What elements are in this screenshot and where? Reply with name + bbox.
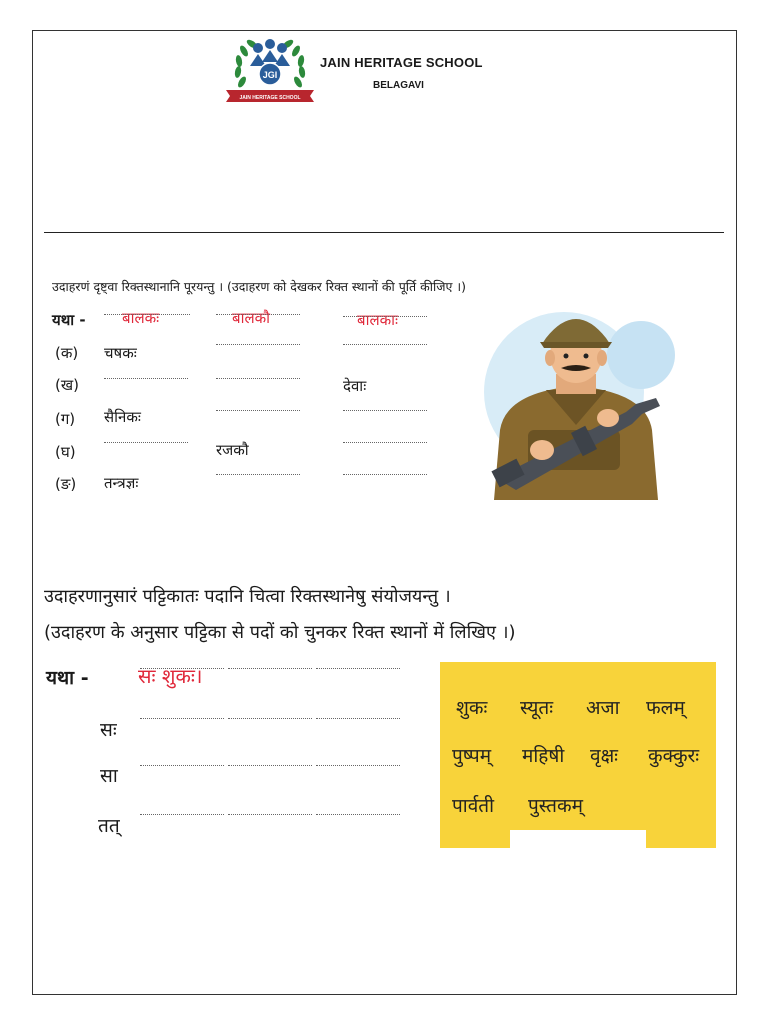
example-dual: बालकौ xyxy=(232,309,271,327)
exercise2-example-label: यथा - xyxy=(46,667,89,689)
row-word-gha: रजकौ xyxy=(216,441,249,459)
word-box-item: कुक्कुरः xyxy=(648,745,700,767)
word-box-item: पार्वती xyxy=(452,795,495,817)
blank-line xyxy=(228,668,312,669)
blank-line xyxy=(104,314,190,315)
blank-line[interactable] xyxy=(228,814,312,815)
blank-line xyxy=(343,316,427,317)
row-word-ga: सैनिकः xyxy=(104,408,141,426)
word-box-item: महिषी xyxy=(522,745,565,767)
row-label-gha: (घ) xyxy=(55,443,76,461)
word-box-item: पुस्तकम् xyxy=(528,795,583,817)
blank-line[interactable] xyxy=(228,765,312,766)
word-box-item: पुष्पम् xyxy=(452,745,492,767)
row-label-kha: (ख) xyxy=(55,376,79,394)
blank-line[interactable] xyxy=(140,814,224,815)
row-label-ka: (क) xyxy=(55,344,79,362)
example-singular: बालकः xyxy=(122,309,160,327)
school-name: JAIN HERITAGE SCHOOL xyxy=(320,55,483,70)
exercise2-instruction-hindi: (उदाहरण के अनुसार पट्टिका से पदों को चुनकर रिक्त स्थानों में लिखिए ।) xyxy=(44,622,516,643)
pronoun-sah: सः xyxy=(100,719,117,741)
header-divider xyxy=(44,232,724,233)
pronoun-tat: तत् xyxy=(98,815,120,837)
school-logo xyxy=(222,32,318,106)
exercise2-example-answer: सः शुकः। xyxy=(138,664,203,688)
row-label-nga: (ङ) xyxy=(55,475,77,493)
word-box-item: शुकः xyxy=(456,697,488,719)
soldier-illustration xyxy=(476,300,676,500)
blank-line[interactable] xyxy=(216,378,300,379)
blank-line[interactable] xyxy=(104,442,188,443)
blank-line[interactable] xyxy=(228,718,312,719)
blank-line[interactable] xyxy=(343,442,427,443)
blank-line[interactable] xyxy=(216,474,300,475)
blank-line[interactable] xyxy=(216,410,300,411)
word-box-item: वृक्षः xyxy=(590,745,619,767)
blank-line[interactable] xyxy=(316,814,400,815)
blank-line xyxy=(140,668,224,669)
row-word-kha: देवाः xyxy=(343,377,367,395)
row-word-nga: तन्त्रज्ञः xyxy=(104,474,139,492)
blank-line[interactable] xyxy=(104,378,188,379)
blank-line[interactable] xyxy=(140,718,224,719)
school-city: BELAGAVI xyxy=(373,80,424,91)
blank-line[interactable] xyxy=(343,474,427,475)
word-box-notch xyxy=(510,830,646,850)
word-box-item: अजा xyxy=(586,697,620,719)
page-border xyxy=(32,30,737,995)
exercise2-instruction-sanskrit: उदाहरणानुसारं पट्टिकातः पदानि चित्वा रिक्तस्थानेषु संयोजयन्तु । xyxy=(44,586,451,607)
word-box-item: स्यूतः xyxy=(520,697,554,719)
exercise1-example-label: यथा - xyxy=(52,311,86,329)
blank-line[interactable] xyxy=(316,718,400,719)
example-plural: बालकाः xyxy=(357,311,399,329)
blank-line[interactable] xyxy=(316,765,400,766)
word-box-item: फलम् xyxy=(646,697,685,719)
blank-line xyxy=(316,668,400,669)
blank-line[interactable] xyxy=(140,765,224,766)
svg-text:JGI: JGI xyxy=(262,70,278,80)
exercise1-instruction: उदाहरणं दृष्ट्वा रिक्तस्थानानि पूरयन्तु । (उदाहरण को देखकर रिक्त स्थानों की पूर्ति कीजिए ।) xyxy=(52,279,466,294)
row-word-ka: चषकः xyxy=(104,344,137,362)
blank-line[interactable] xyxy=(216,344,300,345)
svg-text:JAIN HERITAGE SCHOOL: JAIN HERITAGE SCHOOL xyxy=(239,95,301,101)
blank-line[interactable] xyxy=(343,410,427,411)
row-label-ga: (ग) xyxy=(55,410,76,428)
blank-line[interactable] xyxy=(343,344,427,345)
pronoun-sa: सा xyxy=(100,765,118,787)
blank-line xyxy=(216,314,300,315)
